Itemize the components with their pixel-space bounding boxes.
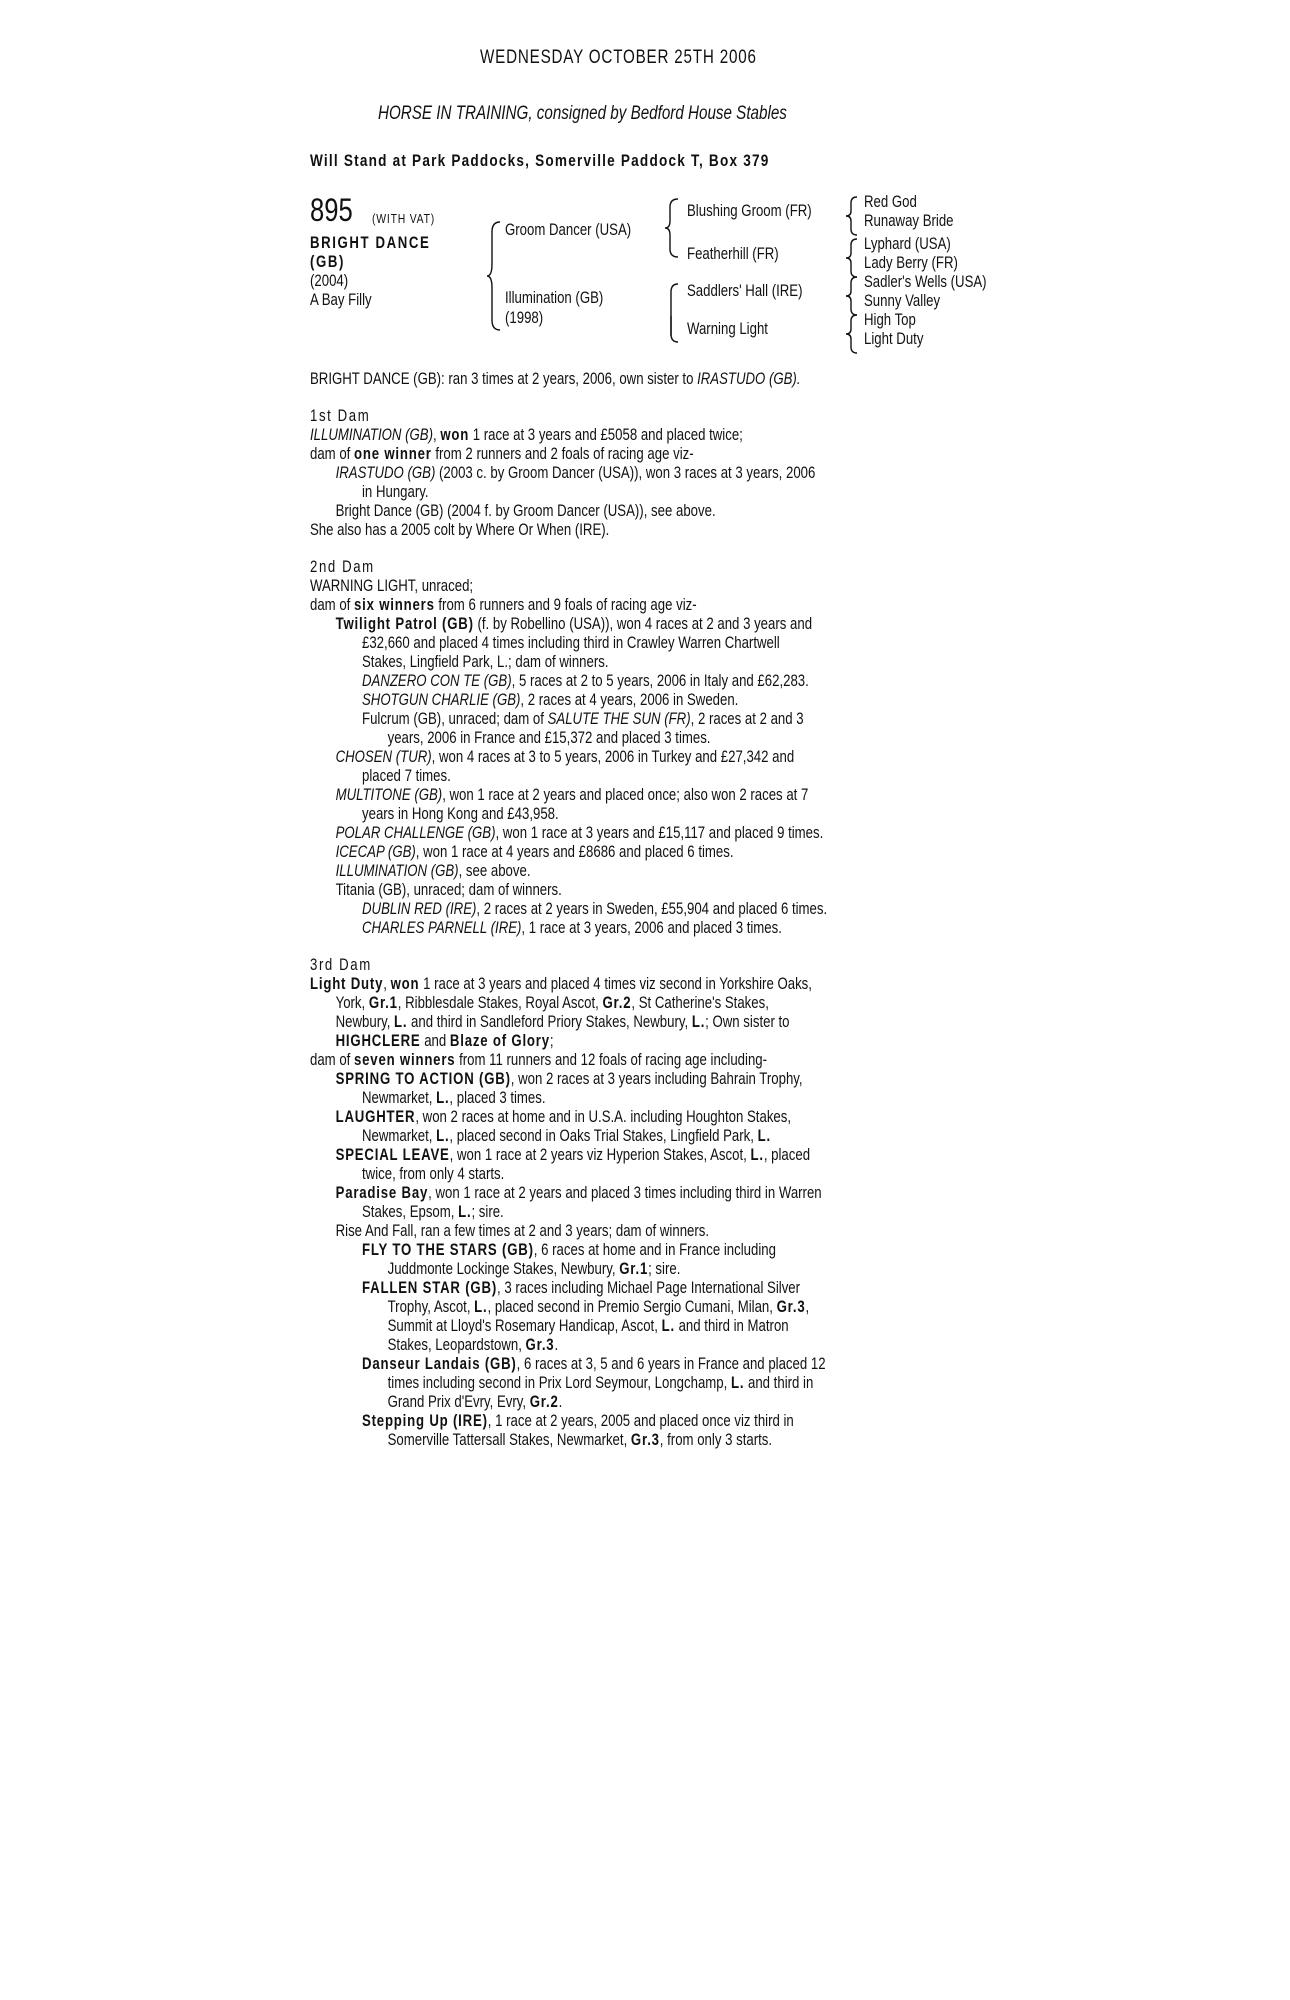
grade: Gr.1 (619, 1260, 649, 1278)
text: , 2 races at 4 years, 2006 in Sweden. (520, 691, 739, 709)
text: , (805, 1298, 810, 1316)
produce-entry (310, 786, 982, 805)
grade: Gr.2 (529, 1393, 559, 1411)
text: , 3 races including Michael Page International Silver (497, 1279, 801, 1297)
pedigree-ds-sire: Sadler's Wells (USA) (864, 273, 987, 291)
text: , won 1 race at 3 years and £15,117 and placed 9 times. (495, 824, 824, 842)
grade: L. (436, 1089, 450, 1107)
consignment-line: HORSE IN TRAINING, consigned by Bedford House Stables (378, 103, 787, 124)
produce-entry-cont (310, 1393, 982, 1412)
third-dam-line (310, 975, 982, 994)
lot-number: 895 (310, 192, 353, 228)
text: Summit at Lloyd's Rosemary Handicap, Ascot, (387, 1317, 662, 1335)
summary-text: BRIGHT DANCE (GB): ran 3 times at 2 years, 2006, own sister to (310, 370, 698, 388)
produce-entry (310, 900, 982, 919)
produce-entry (310, 824, 982, 843)
text: , 2 races at 2 years in Sweden, £55,904 and placed 6 times. (476, 900, 828, 918)
first-dam-line (310, 426, 982, 445)
text: , won 1 race at 2 years and placed 3 times including third in Warren (428, 1184, 822, 1202)
text: and third in Sandleford Priory Stakes, Newbury, (407, 1013, 692, 1031)
produce-entry (310, 1108, 982, 1127)
text: , placed 3 times. (449, 1089, 546, 1107)
grade: L. (750, 1146, 764, 1164)
foaling-year: (2004) (310, 272, 349, 290)
text: from 11 runners and 12 foals of racing age including- (455, 1051, 768, 1069)
text: , won 1 race at 2 years and placed once; also won 2 races at 7 (442, 786, 809, 804)
stand-location: Will Stand at Park Paddocks, Somerville Paddock T, Box 379 (310, 151, 770, 170)
produce-entry (310, 862, 982, 881)
produce-entry (310, 1355, 982, 1374)
grade: L. (730, 1374, 745, 1392)
produce-entry (310, 1241, 982, 1260)
horse-name: IRASTUDO (GB) (335, 464, 436, 482)
text: ; sire. (648, 1260, 681, 1278)
text: and third in Matron (674, 1317, 789, 1335)
text: , from only 3 starts. (659, 1431, 773, 1449)
produce-entry-cont (310, 1127, 982, 1146)
pedigree-brace-ss (844, 194, 860, 238)
text: Newmarket, (362, 1089, 437, 1107)
sep: , (383, 975, 391, 993)
produce-entry (310, 1279, 982, 1298)
produce-entry (310, 710, 982, 729)
produce-entry-cont (310, 1336, 982, 1355)
produce-entry-cont (310, 1317, 982, 1336)
pedigree-dam-sire: Saddlers' Hall (IRE) (687, 282, 803, 300)
text: , Ribblesdale Stakes, Royal Ascot, (397, 994, 603, 1012)
pedigree-sd-dam: Lady Berry (FR) (864, 254, 958, 272)
pedigree-brace-dd (844, 312, 860, 356)
sep: , (432, 426, 441, 444)
text: from 6 runners and 9 foals of racing age viz- (434, 596, 697, 614)
horse-name: CHOSEN (TUR) (335, 748, 432, 766)
grade: L. (661, 1317, 675, 1335)
second-dam-heading: 2nd Dam (310, 558, 375, 576)
pedigree-ss-sire: Red God (864, 193, 917, 211)
pedigree-ds-dam: Sunny Valley (864, 292, 941, 310)
text: Fulcrum (GB), unraced; dam of (362, 710, 548, 728)
summary-sister: IRASTUDO (GB). (697, 370, 801, 388)
produce-entry (310, 615, 982, 634)
grade: Gr.3 (525, 1336, 555, 1354)
pedigree-dd-dam: Light Duty (864, 330, 924, 348)
grade: L. (757, 1127, 771, 1145)
produce-entry (310, 919, 982, 938)
horse-name: ILLUMINATION (GB) (335, 862, 459, 880)
text: . (554, 1336, 559, 1354)
text: , placed second in Oaks Trial Stakes, Lingfield Park, (449, 1127, 758, 1145)
record-cont (310, 1032, 982, 1051)
first-dam-heading: 1st Dam (310, 407, 371, 425)
grade: L. (394, 1013, 408, 1031)
text: dam of (310, 596, 355, 614)
produce-entry (310, 1412, 982, 1431)
horse-name: SPRING TO ACTION (GB) (335, 1070, 511, 1088)
pedigree-dd-sire: High Top (864, 311, 916, 329)
horse-name: DUBLIN RED (IRE) (362, 900, 477, 918)
winners-count: one winner (354, 445, 432, 463)
produce-entry (310, 672, 982, 691)
text: ; Own sister to (705, 1013, 790, 1031)
text: , won 4 races at 3 to 5 years, 2006 in Turkey and £27,342 and (431, 748, 795, 766)
horse-name: SPECIAL LEAVE (335, 1146, 450, 1164)
dam-name: Light Duty (310, 975, 384, 993)
horse-name: Paradise Bay (335, 1184, 429, 1202)
produce-entry-cont: placed 7 times. (362, 767, 451, 785)
text: and (420, 1032, 450, 1050)
produce-entry-cont: £32,660 and placed 4 times including third in Crawley Warren Chartwell (362, 634, 780, 652)
pedigree-dam-year: (1998) (505, 309, 544, 327)
text: , won 2 races at home and in U.S.A. including Houghton Stakes, (415, 1108, 792, 1126)
produce-entry (310, 843, 982, 862)
grade: L. (691, 1013, 706, 1031)
text: , placed (763, 1146, 811, 1164)
pedigree-dam: Illumination (GB) (505, 289, 604, 307)
text: Grand Prix d'Evry, Evry, (387, 1393, 530, 1411)
dam-name: ILLUMINATION (GB) (310, 426, 433, 444)
produce-entry-cont: twice, from only 4 starts. (362, 1165, 505, 1183)
grade: L. (474, 1298, 488, 1316)
first-dam-note: She also has a 2005 colt by Where Or When (IRE). (310, 521, 610, 539)
text: , won 1 race at 4 years and £8686 and placed 6 times. (415, 843, 734, 861)
pedigree-sire-sire: Blushing Groom (FR) (687, 202, 812, 220)
winners-count: seven winners (354, 1051, 456, 1069)
text: ; sire. (471, 1203, 504, 1221)
text: ; (549, 1032, 554, 1050)
produce-entry-cont: years, 2006 in France and £15,372 and placed 3 times. (387, 729, 711, 747)
catalogue-body (310, 370, 982, 1450)
text: . (558, 1393, 563, 1411)
horse-name: Stepping Up (IRE) (362, 1412, 488, 1430)
text: (2003 c. by Groom Dancer (USA)), won 3 races at 3 years, 2006 (435, 464, 816, 482)
horse-name: ICECAP (GB) (335, 843, 416, 861)
grade: Gr.3 (776, 1298, 806, 1316)
horse-name: POLAR CHALLENGE (GB) (335, 824, 496, 842)
text: and third in (744, 1374, 814, 1392)
won-word: won (440, 426, 470, 444)
horse-name: Danseur Landais (GB) (362, 1355, 517, 1373)
won-word: won (390, 975, 420, 993)
second-dam-line: WARNING LIGHT, unraced; (310, 577, 474, 595)
second-dam-produce (310, 596, 982, 615)
pedigree-sire-dam: Featherhill (FR) (687, 245, 779, 263)
text: , 5 races at 2 to 5 years, 2006 in Italy and £62,283. (511, 672, 809, 690)
pedigree-brace-sire (664, 197, 682, 259)
produce-entry (310, 464, 982, 483)
text: Stakes, Epsom, (362, 1203, 459, 1221)
pedigree-sd-sire: Lyphard (USA) (864, 235, 951, 253)
horse-name: FALLEN STAR (GB) (362, 1279, 498, 1297)
record-text: 1 race at 3 years and £5058 and placed twice; (469, 426, 743, 444)
produce-entry-cont (310, 1260, 982, 1279)
pedigree-brace-dam-low (664, 316, 682, 344)
grade: L. (458, 1203, 472, 1221)
produce-entry-cont (310, 1089, 982, 1108)
grade: Gr.2 (602, 994, 632, 1012)
sale-date: WEDNESDAY OCTOBER 25TH 2006 (480, 47, 757, 68)
grade: Gr.1 (368, 994, 398, 1012)
text: York, (335, 994, 369, 1012)
first-dam-produce (310, 445, 982, 464)
record-cont (310, 994, 982, 1013)
text: , won 1 race at 2 years viz Hyperion Stakes, Ascot, (449, 1146, 751, 1164)
produce-entry-cont: in Hungary. (362, 483, 429, 501)
horse-name: BRIGHT DANCE (GB) (310, 234, 431, 271)
text: (f. by Robellino (USA)), won 4 races at 2 and 3 years and (473, 615, 813, 633)
horse-info (310, 272, 372, 310)
winners-count: six winners (354, 596, 435, 614)
text: Juddmonte Lockinge Stakes, Newbury, (387, 1260, 620, 1278)
pedigree-dam-dam: Warning Light (687, 320, 768, 338)
text: dam of (310, 1051, 355, 1069)
horse-name: FLY TO THE STARS (GB) (362, 1241, 534, 1259)
third-dam-heading: 3rd Dam (310, 956, 372, 974)
text: Newbury, (335, 1013, 395, 1031)
summary-line (310, 370, 982, 389)
text: , won 2 races at 3 years including Bahrain Trophy, (510, 1070, 803, 1088)
text: Trophy, Ascot, (387, 1298, 475, 1316)
produce-entry-cont (310, 1203, 982, 1222)
produce-entry: Titania (GB), unraced; dam of winners. (335, 881, 562, 899)
grade: Gr.3 (630, 1431, 660, 1449)
produce-entry: Bright Dance (GB) (2004 f. by Groom Dancer (USA)), see above. (335, 502, 716, 520)
text: times including second in Prix Lord Seymour, Longchamp, (387, 1374, 731, 1392)
produce-entry: Rise And Fall, ran a few times at 2 and 3 years; dam of winners. (335, 1222, 710, 1240)
horse-description: A Bay Filly (310, 291, 372, 309)
produce-entry-cont: years in Hong Kong and £43,958. (362, 805, 559, 823)
produce-entry (310, 691, 982, 710)
text: Somerville Tattersall Stakes, Newmarket, (387, 1431, 631, 1449)
vat-note: (WITH VAT) (372, 211, 436, 226)
text: Stakes, Leopardstown, (387, 1336, 526, 1354)
grade: L. (436, 1127, 450, 1145)
text: , 1 race at 2 years, 2005 and placed once viz third in (487, 1412, 794, 1430)
text: , see above. (458, 862, 531, 880)
text: , 2 races at 2 and 3 (690, 710, 804, 728)
pedigree-brace-main (486, 220, 504, 332)
text: Newmarket, (362, 1127, 437, 1145)
text: 1 race at 3 years and placed 4 times viz second in Yorkshire Oaks, (419, 975, 812, 993)
produce-entry-cont (310, 1298, 982, 1317)
produce-entry (310, 1184, 982, 1203)
produce-entry (310, 1070, 982, 1089)
text: , placed second in Premio Sergio Cumani, Milan, (487, 1298, 777, 1316)
text: dam of (310, 445, 355, 463)
text: , 6 races at home and in France including (533, 1241, 776, 1259)
horse-name: CHARLES PARNELL (IRE) (362, 919, 522, 937)
text: , St Catherine's Stakes, (631, 994, 769, 1012)
horse-name: HIGHCLERE (335, 1032, 421, 1050)
horse-name: LAUGHTER (335, 1108, 416, 1126)
text: , 1 race at 3 years, 2006 and placed 3 times. (521, 919, 782, 937)
pedigree-ss-dam: Runaway Bride (864, 212, 954, 230)
text: , 6 races at 3, 5 and 6 years in France and placed 12 (516, 1355, 826, 1373)
third-dam-produce (310, 1051, 982, 1070)
produce-entry-cont (310, 1431, 982, 1450)
horse-name: Twilight Patrol (GB) (335, 615, 474, 633)
horse-name: Blaze of Glory (449, 1032, 550, 1050)
horse-name: DANZERO CON TE (GB) (362, 672, 512, 690)
record-cont (310, 1013, 982, 1032)
horse-name: SALUTE THE SUN (FR) (547, 710, 691, 728)
produce-entry (310, 1146, 982, 1165)
produce-entry (310, 748, 982, 767)
produce-entry-cont: Stakes, Lingfield Park, L.; dam of winners. (362, 653, 609, 671)
pedigree-sire: Groom Dancer (USA) (505, 221, 632, 239)
horse-name: MULTITONE (GB) (335, 786, 443, 804)
text: from 2 runners and 2 foals of racing age viz- (431, 445, 694, 463)
produce-entry-cont (310, 1374, 982, 1393)
horse-name: SHOTGUN CHARLIE (GB) (362, 691, 521, 709)
